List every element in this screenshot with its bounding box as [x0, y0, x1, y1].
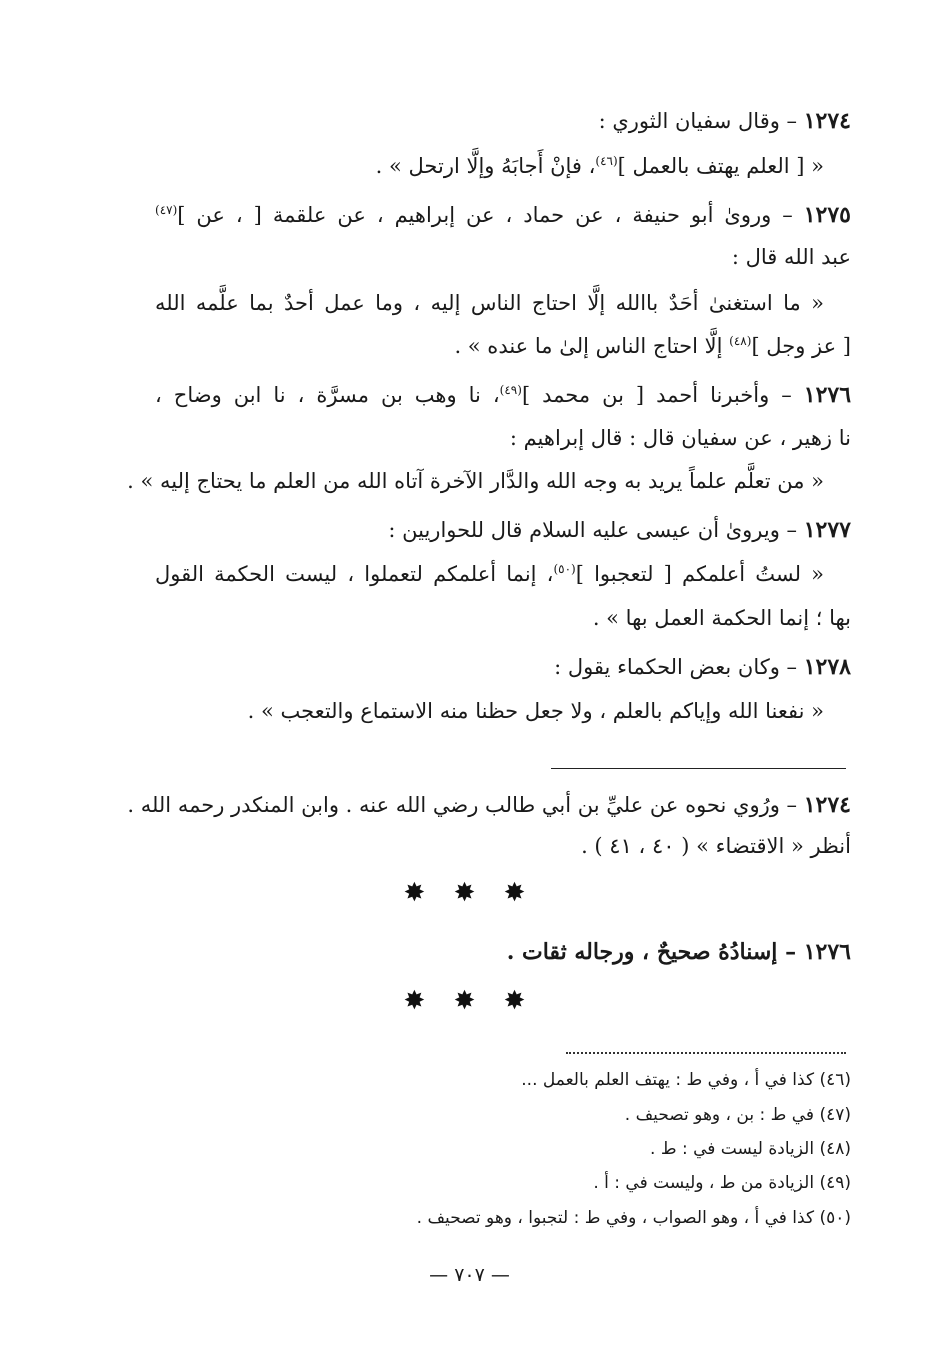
footnote-ref: (٤٨) — [729, 334, 752, 348]
star-separator: ✸ ✸ ✸ — [403, 878, 536, 908]
entry-intro-text: نا زهير ، عن سفيان قال : قال إبراهيم : — [509, 426, 851, 450]
commentary-number: ١٢٧٦ — [803, 939, 851, 965]
entry-1278-body — [248, 696, 824, 726]
commentary-1276-line1 — [507, 937, 851, 967]
entry-intro-text: – وروىٰ أبو حنيفة ، عن حماد ، عن إبراهيم ، عن علقمة [ ، عن ] — [177, 203, 804, 227]
entry-1275-intro — [155, 200, 851, 230]
quote-text: إلَّا احتاج الناس إلىٰ ما عنده » . — [454, 334, 730, 358]
commentary-text: – إسنادُهُ صحيحٌ ، ورجاله ثقات . — [506, 939, 804, 965]
commentary-text: أنظر « الاقتضاء » ( ٤٠ ، ٤١ ) . — [581, 834, 851, 858]
entry-1278-intro — [554, 652, 851, 682]
entry-1275-body-line2 — [454, 331, 851, 361]
footnote-divider — [566, 1052, 846, 1054]
entry-intro-text: – ويروىٰ أن عيسى عليه السلام قال للحواريين : — [388, 518, 804, 542]
quote-text: « لستُ أعلمكم [ لتعجبوا ] — [575, 562, 825, 586]
quote-text: بها ؛ إنما الحكمة العمل بها » . — [592, 606, 851, 630]
quote-text: « من تعلَّم علماً يريد به وجه الله والدَّار الآخرة آتاه الله من العلم ما يحتاج إليه » . — [127, 469, 824, 493]
entry-intro-text: عبد الله قال : — [731, 245, 851, 269]
entry-1275-body-line1 — [155, 288, 824, 318]
entry-1277-body-line2 — [593, 603, 851, 633]
quote-text: « نفعنا الله وإياكم بالعلم ، ولا جعل حظنا منه الاستماع والتعجب » . — [247, 699, 824, 723]
entry-1277-intro — [388, 515, 851, 545]
commentary-number: ١٢٧٤ — [803, 792, 851, 818]
entry-1276-intro — [155, 380, 851, 410]
quote-text: [ عز وجل ] — [751, 334, 851, 358]
entry-1276-intro-cont — [510, 423, 851, 453]
entry-number: ١٢٧٦ — [803, 382, 852, 408]
commentary-1274-line1 — [127, 790, 851, 820]
footnote-47: (٤٧) في ط : بن ، وهو تصحيف . — [624, 1105, 851, 1125]
entry-intro-text: – وأخبرنا أحمد [ بن محمد ] — [521, 383, 804, 407]
footnote-ref: (٤٧) — [155, 203, 178, 217]
footnote-46: (٤٦) كذا في أ ، وفي ط : يهتف العلم بالعمل ... — [521, 1070, 851, 1090]
footnote-ref: (٤٩) — [499, 383, 522, 397]
commentary-text: – ورُوي نحوه عن عليِّ بن أبي طالب رضي الله عنه . وابن المنكدر رحمه الله . — [127, 793, 804, 817]
entry-intro-text: – وقال سفيان الثوري : — [598, 109, 804, 133]
entry-number: ١٢٧٧ — [803, 517, 851, 543]
quote-text: ، إنما أعلمكم لتعملوا ، ليست الحكمة القول — [155, 562, 554, 586]
footnote-49: (٤٩) الزيادة من ط ، وليست في : أ . — [593, 1173, 851, 1193]
entry-intro-text: ، نا وهب بن مسرَّة ، نا ابن وضاح ، — [155, 383, 500, 407]
entry-1274-intro — [599, 106, 851, 136]
star-separator: ✸ ✸ ✸ — [403, 986, 536, 1016]
footnote-ref: (٥٠) — [553, 562, 576, 576]
quote-text: « ما استغنىٰ أحَدٌ باالله إلَّا احتاج الناس إليه ، وما عمل أحدٌ بما علَّمه الله — [155, 291, 824, 315]
footnote-ref: (٤٦) — [595, 154, 618, 168]
entry-number: ١٢٧٤ — [803, 108, 851, 134]
entry-number: ١٢٧٥ — [803, 202, 851, 228]
commentary-1274-line2 — [581, 831, 851, 861]
footnote-48: (٤٨) الزيادة ليست في : ط . — [650, 1139, 851, 1159]
entry-number: ١٢٧٨ — [803, 654, 851, 680]
entry-1274-body — [376, 151, 824, 181]
section-divider — [551, 768, 846, 769]
page-number: — ٧٠٧ — — [429, 1264, 510, 1286]
entry-intro-text: – وكان بعض الحكماء يقول : — [554, 655, 804, 679]
entry-1277-body-line1 — [155, 559, 824, 589]
entry-1276-body — [127, 466, 824, 496]
entry-1275-intro-cont — [732, 242, 851, 272]
quote-text: « [ العلم يهتف بالعمل ] — [617, 154, 824, 178]
footnote-50: (٥٠) كذا في أ ، وهو الصواب ، وفي ط : لتجبوا ، وهو تصحيف . — [416, 1208, 851, 1228]
quote-text: ، فإنْ أَجابَهُ وإلَّا ارتحل » . — [375, 154, 596, 178]
